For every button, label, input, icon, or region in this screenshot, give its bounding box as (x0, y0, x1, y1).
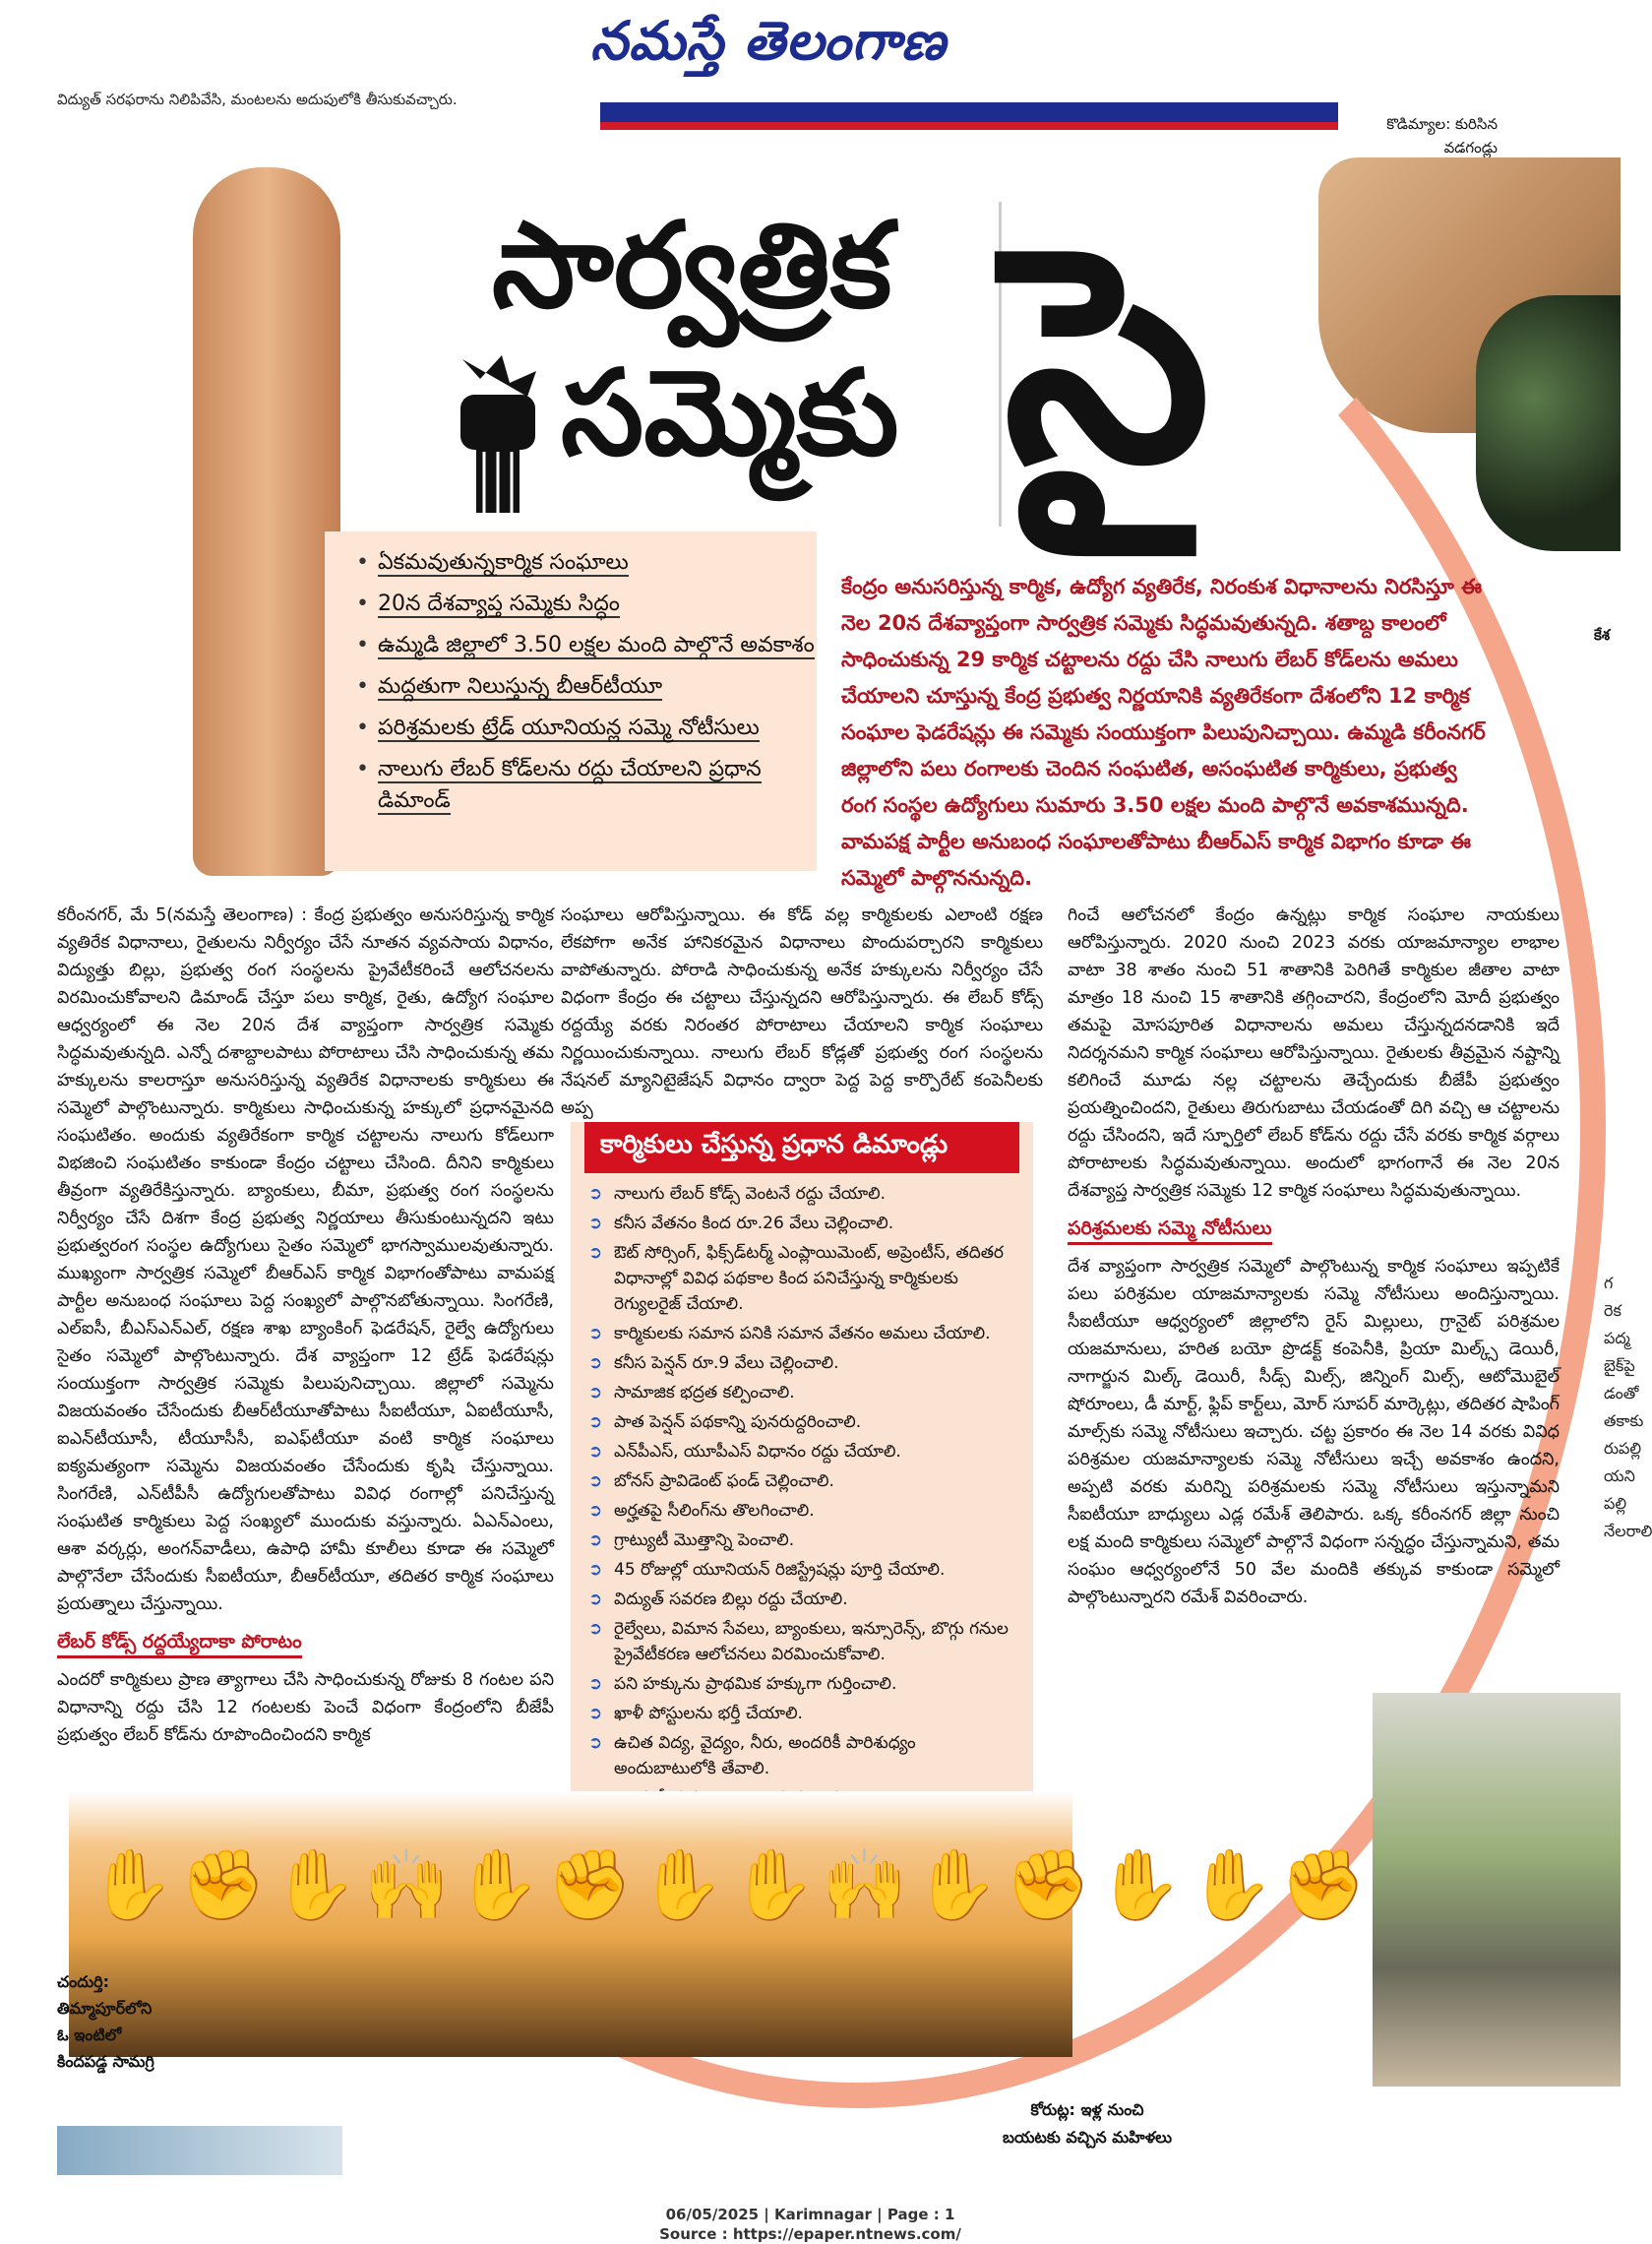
demand-item: ➲ గ్రాట్యుటీ మొత్తాన్ని పెంచాలి. (588, 1527, 1021, 1553)
demand-item: ➲ కనీస పెన్షన్ రూ.9 వేలు చెల్లించాలి. (588, 1350, 1021, 1376)
demand-item: ➲ నాలుగు లేబర్ కోడ్స్ వెంటనే రద్దు చేయాలి. (588, 1181, 1021, 1207)
women-protest-photo (1373, 1693, 1621, 2087)
demands-title: కార్మికులు చేస్తున్న ప్రధాన డిమాండ్లు (584, 1122, 1019, 1173)
demands-box (571, 1122, 1033, 1806)
highlights-list (325, 531, 817, 817)
demand-item: ➲ 45 రోజుల్లో యూనియన్ రిజిస్ట్రేషన్లు పూర్తి చేయాలి. (588, 1557, 1021, 1583)
caption-bottom-left: చందుర్తి: తిమ్మాపూర్‌లోని ఓ ఇంటిలో కిందపడ్డ సామగ్రి (57, 1972, 154, 2071)
damaged-house-photo (57, 2126, 342, 2175)
demand-item: ➲ రైల్వేలు, విమాన సేవలు, బ్యాంకులు, ఇన్సూరెన్స్, బొగ్గు గనుల ప్రైవేటీకరణ ఆలోచనలు విరమించుకోవాలి. (588, 1616, 1021, 1667)
demand-item: ➲ ఖాళీ పోస్టులను భర్తీ చేయాలి. (588, 1701, 1021, 1726)
highlight-item: • నాలుగు లేబర్ కోడ్‌లను రద్దు చేయాలని ప్రధాన డిమాండ్ (356, 754, 817, 817)
page-footer (0, 2205, 1621, 2244)
highlight-item: • మద్దతుగా నిలుస్తున్న బీఆర్‌టీయూ (356, 671, 817, 703)
raised-fist-arm-photo (193, 167, 340, 876)
subheading-labour-codes: లేబర్ కోడ్స్ రద్దయ్యేదాకా పోరాటం (57, 1628, 302, 1658)
demand-item: ➲ విద్యుత్ సవరణ బిల్లు రద్దు చేయాలి. (588, 1587, 1021, 1612)
highlights-box (325, 531, 817, 871)
headline-line-2: సమ్మెకు (561, 343, 899, 482)
highlight-item: • 20న దేశవ్యాప్త సమ్మెకు సిద్ధం (356, 589, 817, 620)
highlight-item: • ఏకమవుతున్నకార్మిక సంఘాలు (356, 547, 817, 579)
demand-item: ➲ కార్మికులకు సమాన పనికి సమాన వేతనం అమలు చేయాలి. (588, 1321, 1021, 1346)
top-text-snippet: విద్యుత్ సరఫరాను నిలిపివేసి, మంటలను అదుపులోకి తీసుకువచ్చారు. (57, 91, 458, 108)
article-paragraph: ఎందరో కార్మికులు ప్రాణ త్యాగాలు చేసి సాధించుకున్న రోజుకు 8 గంటల పని విధానాన్ని రద్దు చేసి 12 గంటలకు పెంచే విధంగా కేంద్రంలోని బీజేపీ ప్రభుత్వం లేబర్ కోడ్‌ను రూపొందించిందని కార్మిక (57, 1670, 554, 1745)
highlight-item: • పరిశ్రమలకు ట్రేడ్ యూనియన్ల సమ్మె నోటీసులు (356, 713, 817, 744)
intro-paragraph: కేంద్రం అనుసరిస్తున్న కార్మిక, ఉద్యోగ వ్యతిరేక, నిరంకుశ విధానాలను నిరసిస్తూ ఈ నెల 20న దేశవ్యాప్తంగా సార్వత్రిక సమ్మెకు సిద్ధమవుతున్నది. శతాబ్ద కాలంలో సాధించుకున్న 29 కార్మిక చట్టాలను రద్దు చేసి నాలుగు లేబర్ కోడ్‌లను అమలు చేయాలని చూస్తున్న కేంద్ర ప్రభుత్వ నిర్ణయానికి వ్యతిరేకంగా దేశంలోని 12 కార్మిక సంఘాల ఫెడరేషన్లు ఈ సమ్మెకు సంయుక్తంగా పిలుపునిచ్చాయి. ఉమ్మడి కరీంనగర్ జిల్లాలోని పలు రంగాలకు చెందిన సంఘటిత, అసంఘటిత కార్మికులు, ప్రభుత్వ రంగ సంస్థల ఉద్యోగులు సుమారు 3.50 లక్షల మంది పాల్గొనే అవకాశమున్నది. వామపక్ష పార్టీల అనుబంధ సంఘాలతోపాటు బీఆర్‌ఎస్ కార్మిక విభాగం కూడా ఈ సమ్మెలో పాల్గొననున్నది. (841, 575, 1486, 890)
article-column-3 (1068, 902, 1560, 1611)
caption-bottom-center: కోరుట్ల: ఇళ్ల నుంచి బయటకు వచ్చిన మహిళలు (1002, 2100, 1173, 2147)
article-paragraph: దేశ వ్యాప్తంగా సార్వత్రిక సమ్మెలో పాల్గొంటున్న కార్మిక సంఘాలు ఇప్పటికే పలు పరిశ్రమల యాజమాన్యాలకు సమ్మె నోటీసులు అందిస్తున్నాయి. సీఐటీయూ ఆధ్వర్యంలో జిల్లాలోని రైస్ మిల్లులు, గ్రానైట్ పరిశ్రమల యజమానులు, హరిత బయో ప్రొడక్ట్ కంపెనీకి, ప్రియా మిల్క్స్ డెయిరీ, నాగార్జున మిల్క్ డెయిరీ, సీడ్స్ మిల్స్, జిన్నింగ్ మిల్స్, ఆటోమొబైల్ షోరూంలు, డీ మార్ట్, ఫ్లిప్ కార్ట్‌లు, మోర్ సూపర్ మార్కెట్లు, తదితర షాపింగ్ మాల్స్‌కు సమ్మె నోటీసులు ఇచ్చారు. చట్ట ప్రకారం ఈ నెల 14 వరకు వివిధ పరిశ్రమల యజమాన్యాలకు సమ్మె నోటీసులు ఇచ్చే అవకాశం ఉందని, అప్పటి వరకు మరిన్ని పరిశ్రమలకు సమ్మె నోటీసులు ఇస్తున్నామని సీఐటీయూ బాధ్యులు ఎడ్ల రమేశ్ తెలిపారు. ఒక్క కరీంనగర్ జిల్లా నుంచి లక్ష మంది కార్మికులు సమ్మెలో పాల్గొనే విధంగా సన్నద్ధం చేస్తున్నామని, తమ సంఘం ఆధ్వర్యంలోనే 50 వేల మందికి తక్కువ కాకుండా సమ్మెలో పాల్గొంటున్నారని రమేశ్ వివరించారు. (1068, 1257, 1560, 1607)
demand-item: ➲ ఉచిత విద్య, వైద్యం, నీరు, అందరికీ పారిశుధ్యం అందుబాటులోకి తేవాలి. (588, 1730, 1021, 1781)
demand-item: ➲ బోనస్ ప్రావిడెంట్ ఫండ్ చెల్లించాలి. (588, 1468, 1021, 1494)
demand-item: ➲ పాత పెన్షన్ పథకాన్ని పునరుద్దరించాలి. (588, 1409, 1021, 1435)
demand-item: ➲ కనీస వేతనం కింద రూ.26 వేలు చెల్లించాలి. (588, 1211, 1021, 1236)
demand-item: ➲ పని హక్కును ప్రాథమిక హక్కుగా గుర్తించాలి. (588, 1671, 1021, 1697)
fist-icon (433, 349, 561, 517)
newspaper-masthead: నమస్తే తెలంగాణ (590, 9, 947, 72)
demand-item: ➲ అర్హతపై సీలింగ్‌ను తొలగించాలి. (588, 1498, 1021, 1524)
article-paragraph: సంఘాలు ఆరోపిస్తున్నాయి. ఈ కోడ్ వల్ల కార్మికులకు ఎలాంటి రక్షణ లేకపోగా అనేక హానికరమైన విధానాలు పొందుపర్చారని కార్మికులు వాపోతున్నారు. పోరాడి సాధించుకున్న అనేక హక్కులను నిర్వీర్యం చేసే విధంగా కేంద్రం ఈ చట్టాలు చేస్తున్నదని ఆరోపిస్తున్నారు. ఈ లేబర్ కోడ్స్ రద్దయ్యే వరకు నిరంతర పోరాటాలు చేయాలని కార్మిక సంఘాలు నిర్ణయించుకున్నాయి. నాలుగు లేబర్ కోడ్లతో ప్రభుత్వ రంగ సంస్థలను నేషనల్ మ్యానిటైజేషన్ విధానం ద్వారా పెద్ద పెద్ద కార్పొరేట్ కంపెనీలకు అప్ప (561, 905, 1043, 1118)
demands-list (571, 1181, 1033, 1811)
footer-source: Source : https://epaper.ntnews.com/ (659, 2225, 961, 2243)
masthead-stripe (600, 102, 1338, 130)
article-paragraph: గించే ఆలోచనలో కేంద్రం ఉన్నట్లు కార్మిక సంఘాల నాయకులు ఆరోపిస్తున్నారు. 2020 నుంచి 2023 వరకు యాజమాన్యాల లాభాల వాటా 38 శాతం నుంచి 51 శాతానికి పెరిగితే కార్మికుల జీతాల వాటా మాత్రం 18 నుంచి 15 శాతానికి తగ్గించారని, కేంద్రంలోని మోదీ ప్రభుత్వం తమపై మోసపూరిత విధానాలను అమలు చేస్తున్నదనడానికి ఇదే నిదర్శనమని కార్మిక సంఘాలు ఆరోపిస్తున్నాయి. రైతులకు తీవ్రమైన నష్టాన్ని కలిగించే మూడు నల్ల చట్టాలను తెచ్చేందుకు బీజేపీ ప్రభుత్వం ప్రయత్నించిందని, రైతులు తిరుగుబాటు చేయడంతో దిగి వచ్చి ఆ చట్టాలను రద్దు చేసిందని, ఇదే స్ఫూర్తిలో లేబర్ కోడ్‌ను రద్దు చేసే వరకు కార్మిక వర్గాలు పోరాటాలకు సిద్ధమవుతున్నాయి. అందులో భాగంగానే ఈ నెల 20న దేశవ్యాప్త సార్వత్రిక సమ్మెకు 12 కార్మిక సంఘాలు సిద్ధమవుతున్నాయి. (1068, 905, 1560, 1201)
highlight-item: • ఉమ్మడి జిల్లాలో 3.50 లక్షల మంది పాల్గొనే అవకాశం (356, 630, 817, 661)
top-right-caption: కొడిమ్యాల: కురిసిన వడగండ్లు (1386, 115, 1498, 156)
article-paragraph: కరీంనగర్, మే 5(నమస్తే తెలంగాణ) : కేంద్ర ప్రభుత్వం అనుసరిస్తున్న కార్మిక వ్యతిరేక విధానాలు, రైతులను నిర్వీర్యం చేసే నూతన వ్యవసాయ విధానం, విద్యుత్తు బిల్లు, ప్రభుత్వ రంగ సంస్థలను ప్రైవేటీకరించే ఆలోచనలను విరమించుకోవాలని డిమాండ్ చేస్తూ పలు కార్మిక, రైతు, ఉద్యోగ సంఘాల ఆధ్వర్యంలో ఈ నెల 20న దేశ వ్యాప్తంగా సార్వత్రిక సమ్మెకు సిద్ధమవుతున్నది. ఎన్నో దశాబ్దాలపాటు పోరాటాలు చేసి సాధించుకున్న తమ హక్కులను కాలరాస్తూ అనుసరిస్తున్న వ్యతిరేక విధానాలకు కార్మికులు ఈ సమ్మెలో పాల్గొంటున్నారు. కార్మికులు సాధించుకున్న హక్కులో ప్రధానమైనది సంఘటితం. అందుకు వ్యతిరేకంగా కార్మిక చట్టాలను నాలుగు కోడ్‌లుగా విభజించి సంఘటితం కాకుండా కేంద్రం చట్టాలు చేసింది. దీనిని కార్మికులు తీవ్రంగా వ్యతిరేకిస్తున్నారు. బ్యాంకులు, బీమా, ప్రభుత్వ రంగ సంస్థలను నిర్వీర్యం చేసే దిశగా కేంద్ర ప్రభుత్వ నిర్ణయాలు తీసుకుంటున్నదని ఇటు ప్రభుత్వరంగ సంస్థల ఉద్యోగులు సైతం సమ్మెలో భాగస్వాములవుతున్నారు. ముఖ్యంగా సార్వత్రిక సమ్మెలో బీఆర్ఎస్ కార్మిక విభాగంతోపాటు వామపక్ష పార్టీల అనుబంధ సంఘాలు పెద్ద సంఖ్యలో పాల్గొనబోతున్నాయి. సింగరేణి, ఎల్ఐసీ, బీఎస్ఎన్ఎల్, రక్షణ శాఖ బ్యాంకింగ్ ఫెడరేషన్, రైల్వే ఉద్యోగులు సైతం సమ్మెలో పాల్గొంటున్నారు. దేశ వ్యాప్తంగా 12 ట్రేడ్ ఫెడరేషన్లు సంయుక్తంగా సార్వత్రిక సమ్మెకు పిలుపునిచ్చాయి. జిల్లాలో సమ్మెను విజయవంతం చేసేందుకు బీఆర్‌టీయూతోపాటు సీఐటీయూ, ఏఐటీయూసీ, ఐఎన్‌టీయూసీ, టీయూసీసీ, ఐఎఫ్‌టీయూ వంటి కార్మిక సంఘాలు ఐక్యమత్యంగా సమ్మెను విజయవంతం చేసేందుకు కృషి చేస్తున్నాయి. సింగరేణి, ఎన్‌టీపీసీ ఉద్యోగులతోపాటు వివిధ రంగాల్లో పనిచేస్తున్న సంఘటిత కార్మికులు పెద్ద సంఖ్యలో ముందుకు వస్తున్నారు. ఏఎన్ఎంలు, ఆశా వర్కర్లు, అంగన్‌వాడీలు, ఉపాధి హామీ కూలీలు కూడా ఈ సమ్మెలో పాల్గొనేలా చేసేందుకు సీఐటీయూ, బీఆర్‌టీయూ, తదితర కార్మిక సంఘాలు ప్రయత్నాలు చేస్తున్నాయి. (57, 905, 554, 1614)
raised-hands-illustration: ✋✊✋🙌✋✊✋✋🙌✋✊✋✋✊ (89, 1844, 1373, 1925)
article-column-2 (561, 902, 1043, 1122)
article-column-1 (57, 902, 554, 1749)
headline-divider (999, 202, 1002, 527)
demand-item: ➲ ఎన్‌పీఎస్, యూపీఎస్ విధానం రద్దు చేయాలి. (588, 1439, 1021, 1465)
demand-item: ➲ ఔట్ సోర్సింగ్, ఫిక్స్‌డ్‌టర్మ్ ఎంప్లాయిమెంట్, అప్రెంటీస్, తదితర విధానాల్లో వివిధ పథకాల కింద పనిచేస్తున్న కార్మికులకు రెగ్యులరైజ్ చేయాలి. (588, 1240, 1021, 1317)
cut-off-column: గ రెక పద్మ బైక్‌పై డంతో తకాకు రుపల్లి యని పల్లి నేలరాలి (1604, 1274, 1652, 1540)
footer-date-edition: 06/05/2025 | Karimnagar | Page : 1 (665, 2206, 955, 2223)
demand-item: ➲ సామాజిక భద్రత కల్పించాలి. (588, 1380, 1021, 1405)
fire-night-photo (1476, 295, 1621, 551)
subheading-strike-notices: పరిశ్రమలకు సమ్మె నోటీసులు (1068, 1215, 1272, 1245)
headline-line-1: సార్వత్రిక (492, 196, 892, 335)
cut-off-caption: కేశ (1594, 626, 1611, 644)
headline-big-word: సై (1004, 180, 1211, 528)
